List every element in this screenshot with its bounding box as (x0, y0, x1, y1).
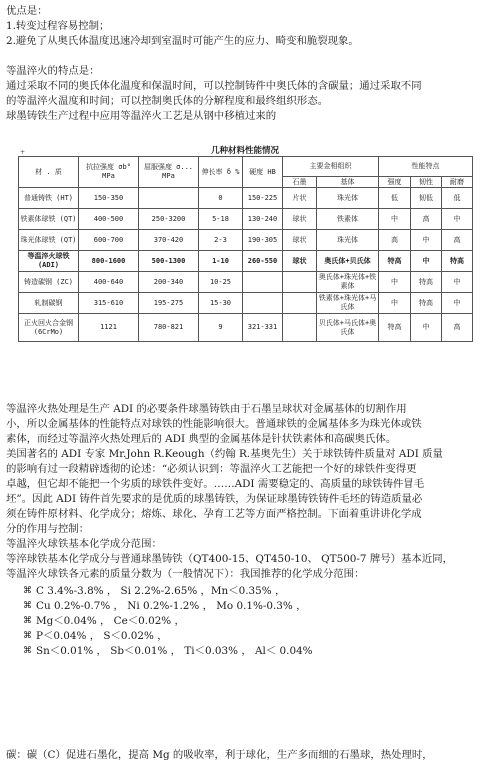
cell-tensile: 800-1600 (79, 251, 139, 272)
cell-wear: 高 (442, 230, 473, 251)
cell-toughness: 高 (411, 209, 442, 230)
cell-graphite: 球状 (283, 209, 317, 230)
table-row (19, 293, 473, 314)
cell-hardness: 150-225 (243, 188, 283, 209)
cell-matrix: 珠光体 (317, 188, 379, 209)
adi-line-7: 坯”。因此 ADI 铸件首先要求的是优质的球墨铸铁，为保证球墨铸铁铸件毛坯的铸造质量必 (6, 493, 423, 505)
cell-tensile: 315-610 (79, 293, 139, 314)
adi-line-3: 素体，而经过等温淬火热处理后的 ADI 典型的金属基体是针状铁素体和高碳奥氏体。 (6, 433, 397, 445)
cell-wear: 低 (442, 188, 473, 209)
cell-yield: 250-3200 (139, 209, 199, 230)
header-tensile: 抗拉强度 σb° MPa (79, 157, 139, 188)
table-row (19, 188, 473, 209)
features-line-3: 球墨铸铁生产过程中应用等温淬火工艺是从钢中移植过来的 (6, 110, 277, 122)
cell-material: 铁素体球铁 (QT) (19, 209, 79, 230)
cell-elong: 5-18 (199, 209, 243, 230)
table-row (19, 251, 473, 272)
properties-table (18, 156, 473, 342)
cell-graphite (283, 293, 317, 314)
cell-hardness: 321-331 (243, 314, 283, 342)
header-toughness: 韧性 (411, 177, 442, 188)
cell-strength: 高 (379, 230, 411, 251)
intro-line-1: 1.转变过程容易控制； (6, 20, 110, 32)
composition-line-1: 等淬球铁基本化学成分与普通球墨铸铁（QT400-15、QT450-10、 QT500-7 牌号）基本近同， (6, 553, 453, 565)
adi-line-1: 等温淬火热处理是生产 ADI 的必要条件球墨铸铁由于石墨呈球状对金属基体的切割作用 (6, 403, 407, 415)
cell-toughness: 特高 (411, 272, 442, 293)
header-graphite: 石墨 (283, 177, 317, 188)
bullet-text: Sn＜0.01% ， Sb＜0.01% ， Ti＜0.03% ， Al＜ 0.04% (36, 645, 313, 657)
cell-wear: 中 (442, 272, 473, 293)
cell-toughness: 韧低 (411, 188, 442, 209)
cell-material: 轧制碳钢 (19, 293, 79, 314)
bullet-icon: ⌘ (23, 646, 32, 656)
cell-elong: 1-10 (199, 251, 243, 272)
properties-table-block (18, 142, 472, 398)
bullet-text: C 3.4%-3.8% ， Si 2.2%-2.65% ，Mn＜0.35% ， (36, 585, 286, 597)
header-perf-group: 性能特点 (379, 157, 473, 177)
cell-elong: 9 (199, 314, 243, 342)
cell-toughness: 特高 (411, 293, 442, 314)
cell-material: 等温淬火球铁 (ADI) (19, 251, 79, 272)
cell-elong: 0 (199, 188, 243, 209)
intro-line-2: 2.避免了从奥氏体温度迅速冷却到室温时可能产生的应力、畸变和脆裂现象。 (6, 35, 359, 47)
cell-tensile: 1121 (79, 314, 139, 342)
header-matrix: 基体 (317, 177, 379, 188)
composition-section (6, 537, 480, 582)
bullet-icon: ⌘ (23, 616, 32, 626)
cell-strength: 特高 (379, 251, 411, 272)
cell-strength: 低 (379, 188, 411, 209)
cell-material: 珠光体球铁 (QT) (19, 230, 79, 251)
cell-tensile: 150-350 (79, 188, 139, 209)
bullet-text: Cu 0.2%-0.7% ， Ni 0.2%-1.2% ， Mo 0.1%-0.3% ， (36, 600, 307, 612)
cell-wear: 中 (442, 209, 473, 230)
cell-matrix: 铁素体 (317, 209, 379, 230)
header-wear: 耐磨 (442, 177, 473, 188)
cell-yield (139, 188, 199, 209)
table-corner-mark: + (20, 149, 26, 156)
intro-heading: 优点是： (6, 5, 48, 17)
cell-yield: 500-1300 (139, 251, 199, 272)
adi-line-8: 须在铸件原材料、化学成分；熔炼、球化、孕育工艺等方面严格控制。下面着重讲讲化学成 (6, 508, 422, 520)
cell-graphite: 片状 (283, 188, 317, 209)
cell-tensile: 400-640 (79, 272, 139, 293)
list-item (6, 584, 480, 599)
intro-section (6, 4, 480, 49)
list-item (6, 614, 480, 629)
cell-wear: 高 (442, 314, 473, 342)
cell-tensile: 400-500 (79, 209, 139, 230)
adi-line-9: 分的作用与控制： (6, 523, 90, 535)
cell-graphite: 球状 (283, 251, 317, 272)
cell-wear: 特高 (442, 251, 473, 272)
table-row (19, 209, 473, 230)
cell-tensile: 600-700 (79, 230, 139, 251)
features-heading: 等温淬火的特点是： (6, 65, 100, 77)
cell-hardness (243, 293, 283, 314)
list-item (6, 599, 480, 614)
bullet-icon: ⌘ (23, 631, 32, 641)
table-row (19, 230, 473, 251)
adi-line-4: 美国著名的 ADI 专家 Mr.John R.Keough（约翰 R.基奥先生）关于球铁铸件质量对 ADI 质量 (6, 448, 443, 460)
cell-graphite (283, 272, 317, 293)
header-yield: 屈服强度 σ... MPa (139, 157, 199, 188)
features-line-1: 通过采取不同的奥氏体化温度和保温时间，可以控制铸件中奥氏体的含碳量；通过采取不同 (6, 80, 422, 92)
cell-elong: 10-25 (199, 272, 243, 293)
table-row (19, 314, 473, 342)
cell-hardness: 130-240 (243, 209, 283, 230)
composition-line-2: 等温淬火球铁各元素的质量分数为（一般情况下）：我国推荐的化学成分范围： (6, 568, 365, 580)
cell-hardness: 260-550 (243, 251, 283, 272)
table-title: 几种材料性能情况 (210, 146, 279, 156)
list-item (6, 629, 480, 644)
composition-list (6, 584, 480, 659)
carbon-section (6, 748, 480, 763)
cell-yield: 195-275 (139, 293, 199, 314)
header-hardness: 硬度 HB (243, 157, 283, 188)
cell-toughness: 中 (411, 314, 442, 342)
cell-strength: 中 (379, 272, 411, 293)
header-material: 材 . 质 (19, 157, 79, 188)
cell-graphite: 球状 (283, 230, 317, 251)
cell-yield: 200-340 (139, 272, 199, 293)
bullet-text: P＜0.04% ， S＜0.02% ， (36, 630, 168, 642)
cell-matrix: 奥氏体+珠光体+铁素体 (317, 272, 379, 293)
cell-wear: 中 (442, 293, 473, 314)
composition-heading: 等温淬火球铁基本化学成分范围： (6, 538, 162, 550)
cell-material: 正火回火合金钢 (6CrMo) (19, 314, 79, 342)
adi-line-5: 的影响有过一段精辟透彻的论述：“必须认识到：等温淬火工艺能把一个好的球铁件变得更 (6, 463, 417, 475)
header-elongation: 伸长率 δ % (199, 157, 243, 188)
bullet-icon: ⌘ (23, 601, 32, 611)
cell-material: 普通铸铁 (HT) (19, 188, 79, 209)
cell-toughness: 中 (411, 230, 442, 251)
cell-yield: 370-420 (139, 230, 199, 251)
adi-line-6: 卓越，但它却不能把一个劣质的球铁件变好。……ADI 需要稳定的、高质量的球铁铸件冒毛 (6, 478, 425, 490)
cell-material: 铸造碳钢 (ZC) (19, 272, 79, 293)
cell-yield: 780-821 (139, 314, 199, 342)
cell-hardness: 190-305 (243, 230, 283, 251)
cell-matrix: 铁素体+珠光体+马氏体 (317, 293, 379, 314)
cell-matrix: 珠光体 (317, 230, 379, 251)
cell-matrix: 奥氏体+贝氏体 (317, 251, 379, 272)
cell-elong: 2-3 (199, 230, 243, 251)
cell-hardness (243, 272, 283, 293)
bullet-text: Mg＜0.04% ， Ce＜0.02% ， (36, 615, 185, 627)
features-line-2: 的等温淬火温度和时间；可以控制奥氏体的分解程度和最终组织形态。 (6, 95, 329, 107)
cell-matrix: 贝氏体+马氏体+奥氏体 (317, 314, 379, 342)
bullet-icon: ⌘ (23, 586, 32, 596)
adi-section (6, 402, 480, 537)
carbon-line: 碳：碳（C）促进石墨化，提高 Mg 的吸收率，利于球化，生产多而细的石墨球，热处理时， (6, 749, 433, 761)
cell-strength: 中 (379, 293, 411, 314)
features-section (6, 64, 480, 124)
cell-strength: 中 (379, 209, 411, 230)
list-item (6, 644, 480, 659)
cell-elong: 15-30 (199, 293, 243, 314)
header-phase-group: 主要金相组织 (283, 157, 379, 177)
table-row (19, 272, 473, 293)
adi-line-2: 小，所以金属基体的性能特点对球铁的性能影响很大。普通球铁的金属基体多为珠光体或铁 (6, 418, 422, 430)
cell-toughness: 中 (411, 251, 442, 272)
header-strength: 强度 (379, 177, 411, 188)
cell-graphite (283, 314, 317, 342)
cell-strength: 特高 (379, 314, 411, 342)
